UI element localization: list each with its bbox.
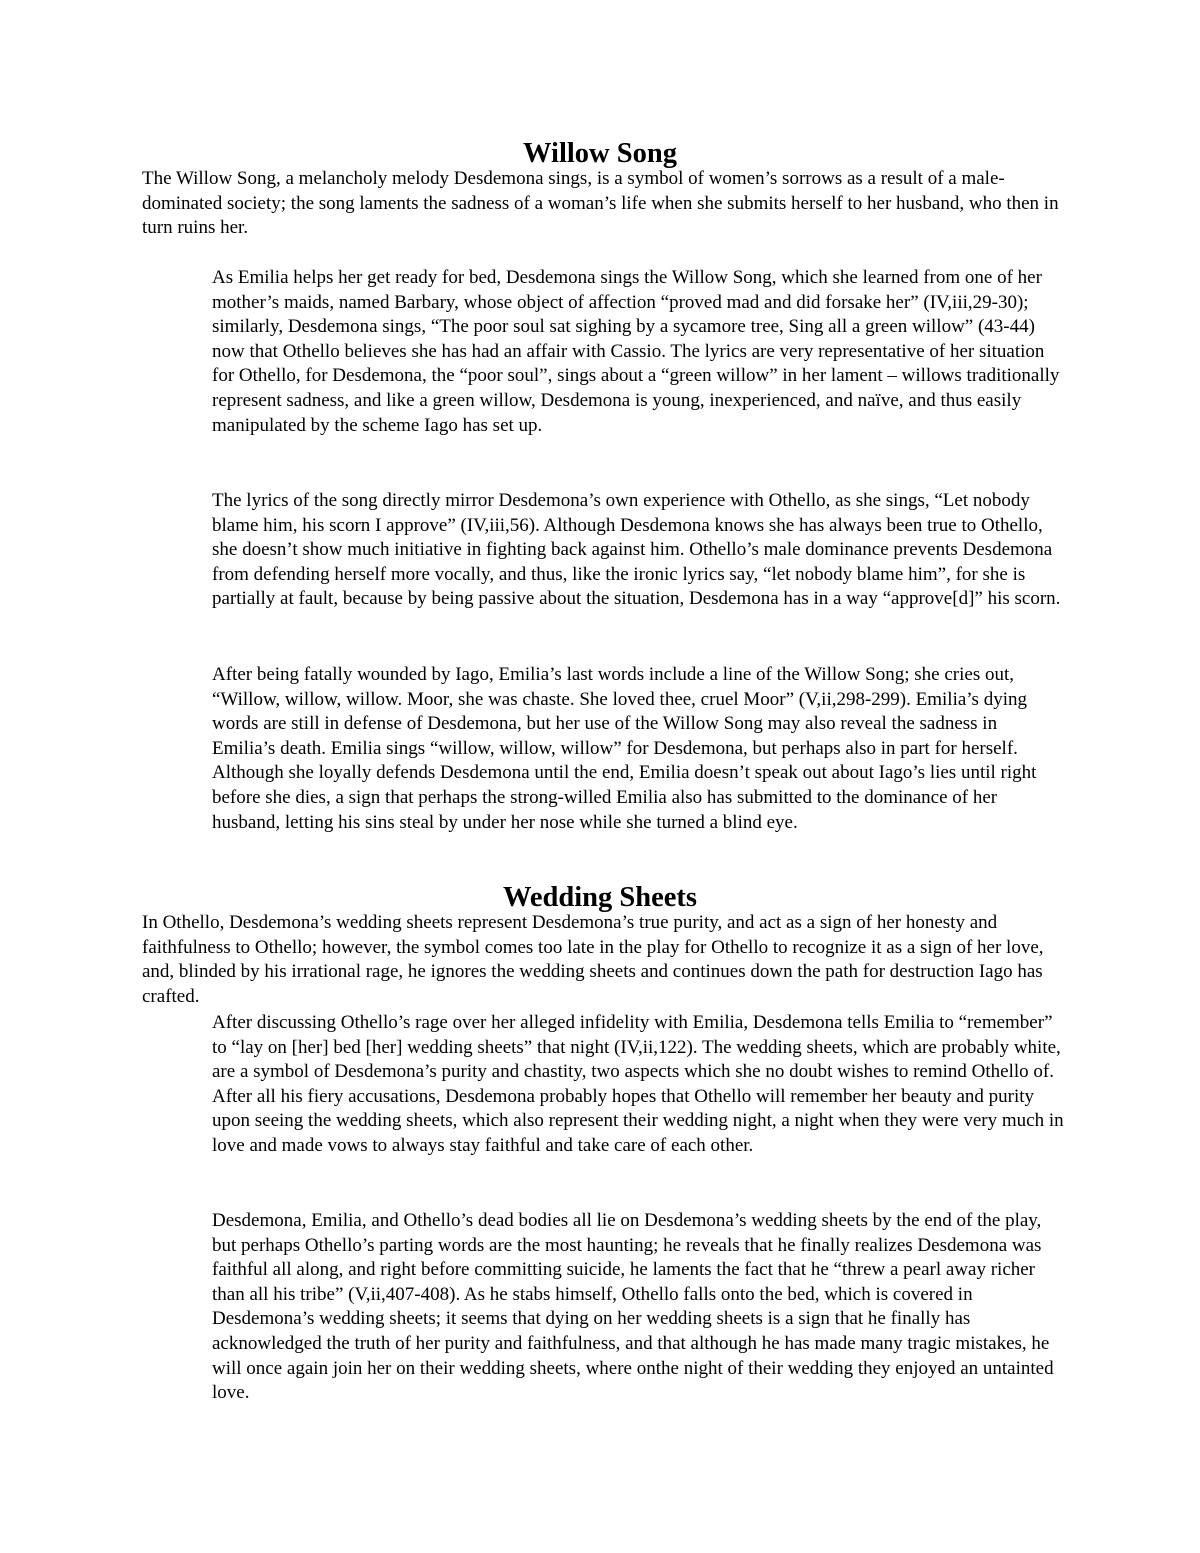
wedding-sheets-intro: In Othello, Desdemona’s wedding sheets represent Desdemona’s true purity, and act as a sign of her honesty and faithfulness to Othello; however, the symbol comes too late in the play for Othello to recognize it as a sign of her love, and, blinded by his irrational rage, he ignores the wedding sheets and continues down the path for destruction Iago has crafted. xyxy=(142,912,1044,1007)
willow-song-paragraph-1: As Emilia helps her get ready for bed, Desdemona sings the Willow Song, which she learned from one of her mother’s maids, named Barbary, whose object of affection “proved mad and did forsake her” (IV,iii,29-30); similarly, Desdemona sings, “The poor soul sat sighing by a sycamore tree, Sing all a green willow” (43-44) now that Othello believes she has had an affair with Cassio. The lyrics are very representative of her situation for Othello, for Desdemona, the “poor soul”, sings about a “green willow” in her lament – willows traditionally represent sadness, and like a green willow, Desdemona is young, inexperienced, and naïve, and thus easily manipulated by the scheme Iago has set up. xyxy=(212,267,1060,436)
willow-song-paragraph-3: After being fatally wounded by Iago, Emilia’s last words include a line of the Willow Song; she cries out, “Willow, willow, willow. Moor, she was chaste. She loved thee, cruel Moor” (V,ii,298-299). Emilia’s dying words are still in defense of Desdemona, but her use of the Willow Song may also reveal the sadness in Emilia’s death. Emilia sings “willow, willow, willow” for Desdemona, but perhaps also in part for herself. Although she loyally defends Desdemona until the end, Emilia doesn’t speak out about Iago’s lies until right before she dies, a sign that perhaps the strong-willed Emilia also has submitted to the dominance of her husband, letting his sins steal by under her nose while she turned a blind eye. xyxy=(212,664,1037,833)
wedding-sheets-paragraph-2: Desdemona, Emilia, and Othello’s dead bodies all lie on Desdemona’s wedding sheets by the end of the play, but perhaps Othello’s parting words are the most haunting; he reveals that he finally realizes Desdemona was faithful all along, and right before committing suicide, he laments the fact that he “threw a pearl away richer than all his tribe” (V,ii,407-408). As he stabs himself, Othello falls onto the bed, which is covered in Desdemona’s wedding sheets; it seems that dying on her wedding sheets is a sign that he finally has acknowledged the truth of her purity and faithfulness, and that although he has made many tragic mistakes, he will once again join her on their wedding sheets, where onthe night of their wedding they enjoyed an untainted love. xyxy=(212,1210,1054,1404)
willow-song-paragraph-2: The lyrics of the song directly mirror Desdemona’s own experience with Othello, as she sings, “Let nobody blame him, his scorn I approve” (IV,iii,56). Although Desdemona knows she has always been true to Othello, she doesn’t show much initiative in fighting back against him. Othello’s male dominance prevents Desdemona from defending herself more vocally, and thus, like the ironic lyrics say, “let nobody blame him”, for she is partially at fault, because by being passive about the situation, Desdemona has in a way “approve[d]” his scorn. xyxy=(212,490,1061,610)
willow-song-intro: The Willow Song, a melancholy melody Desdemona sings, is a symbol of women’s sorrows as a result of a male-dominated society; the song laments the sadness of a woman’s life when she submits herself to her husband, who then in turn ruins her. xyxy=(142,168,1059,239)
wedding-sheets-paragraph-1: After discussing Othello’s rage over her alleged infidelity with Emilia, Desdemona tells Emilia to “remember” to “lay on [her] bed [her] wedding sheets” that night (IV,ii,122). The wedding sheets, which are probably white, are a symbol of Desdemona’s purity and chastity, two aspects which she no doubt wishes to remind Othello of. After all his fiery accusations, Desdemona probably hopes that Othello will remember her beauty and purity upon seeing the wedding sheets, which also represent their wedding night, a night when they were very much in love and made vows to always stay faithful and take care of each other. xyxy=(212,1012,1064,1156)
willow-song-heading: Willow Song xyxy=(523,138,677,169)
wedding-sheets-heading: Wedding Sheets xyxy=(502,882,697,913)
